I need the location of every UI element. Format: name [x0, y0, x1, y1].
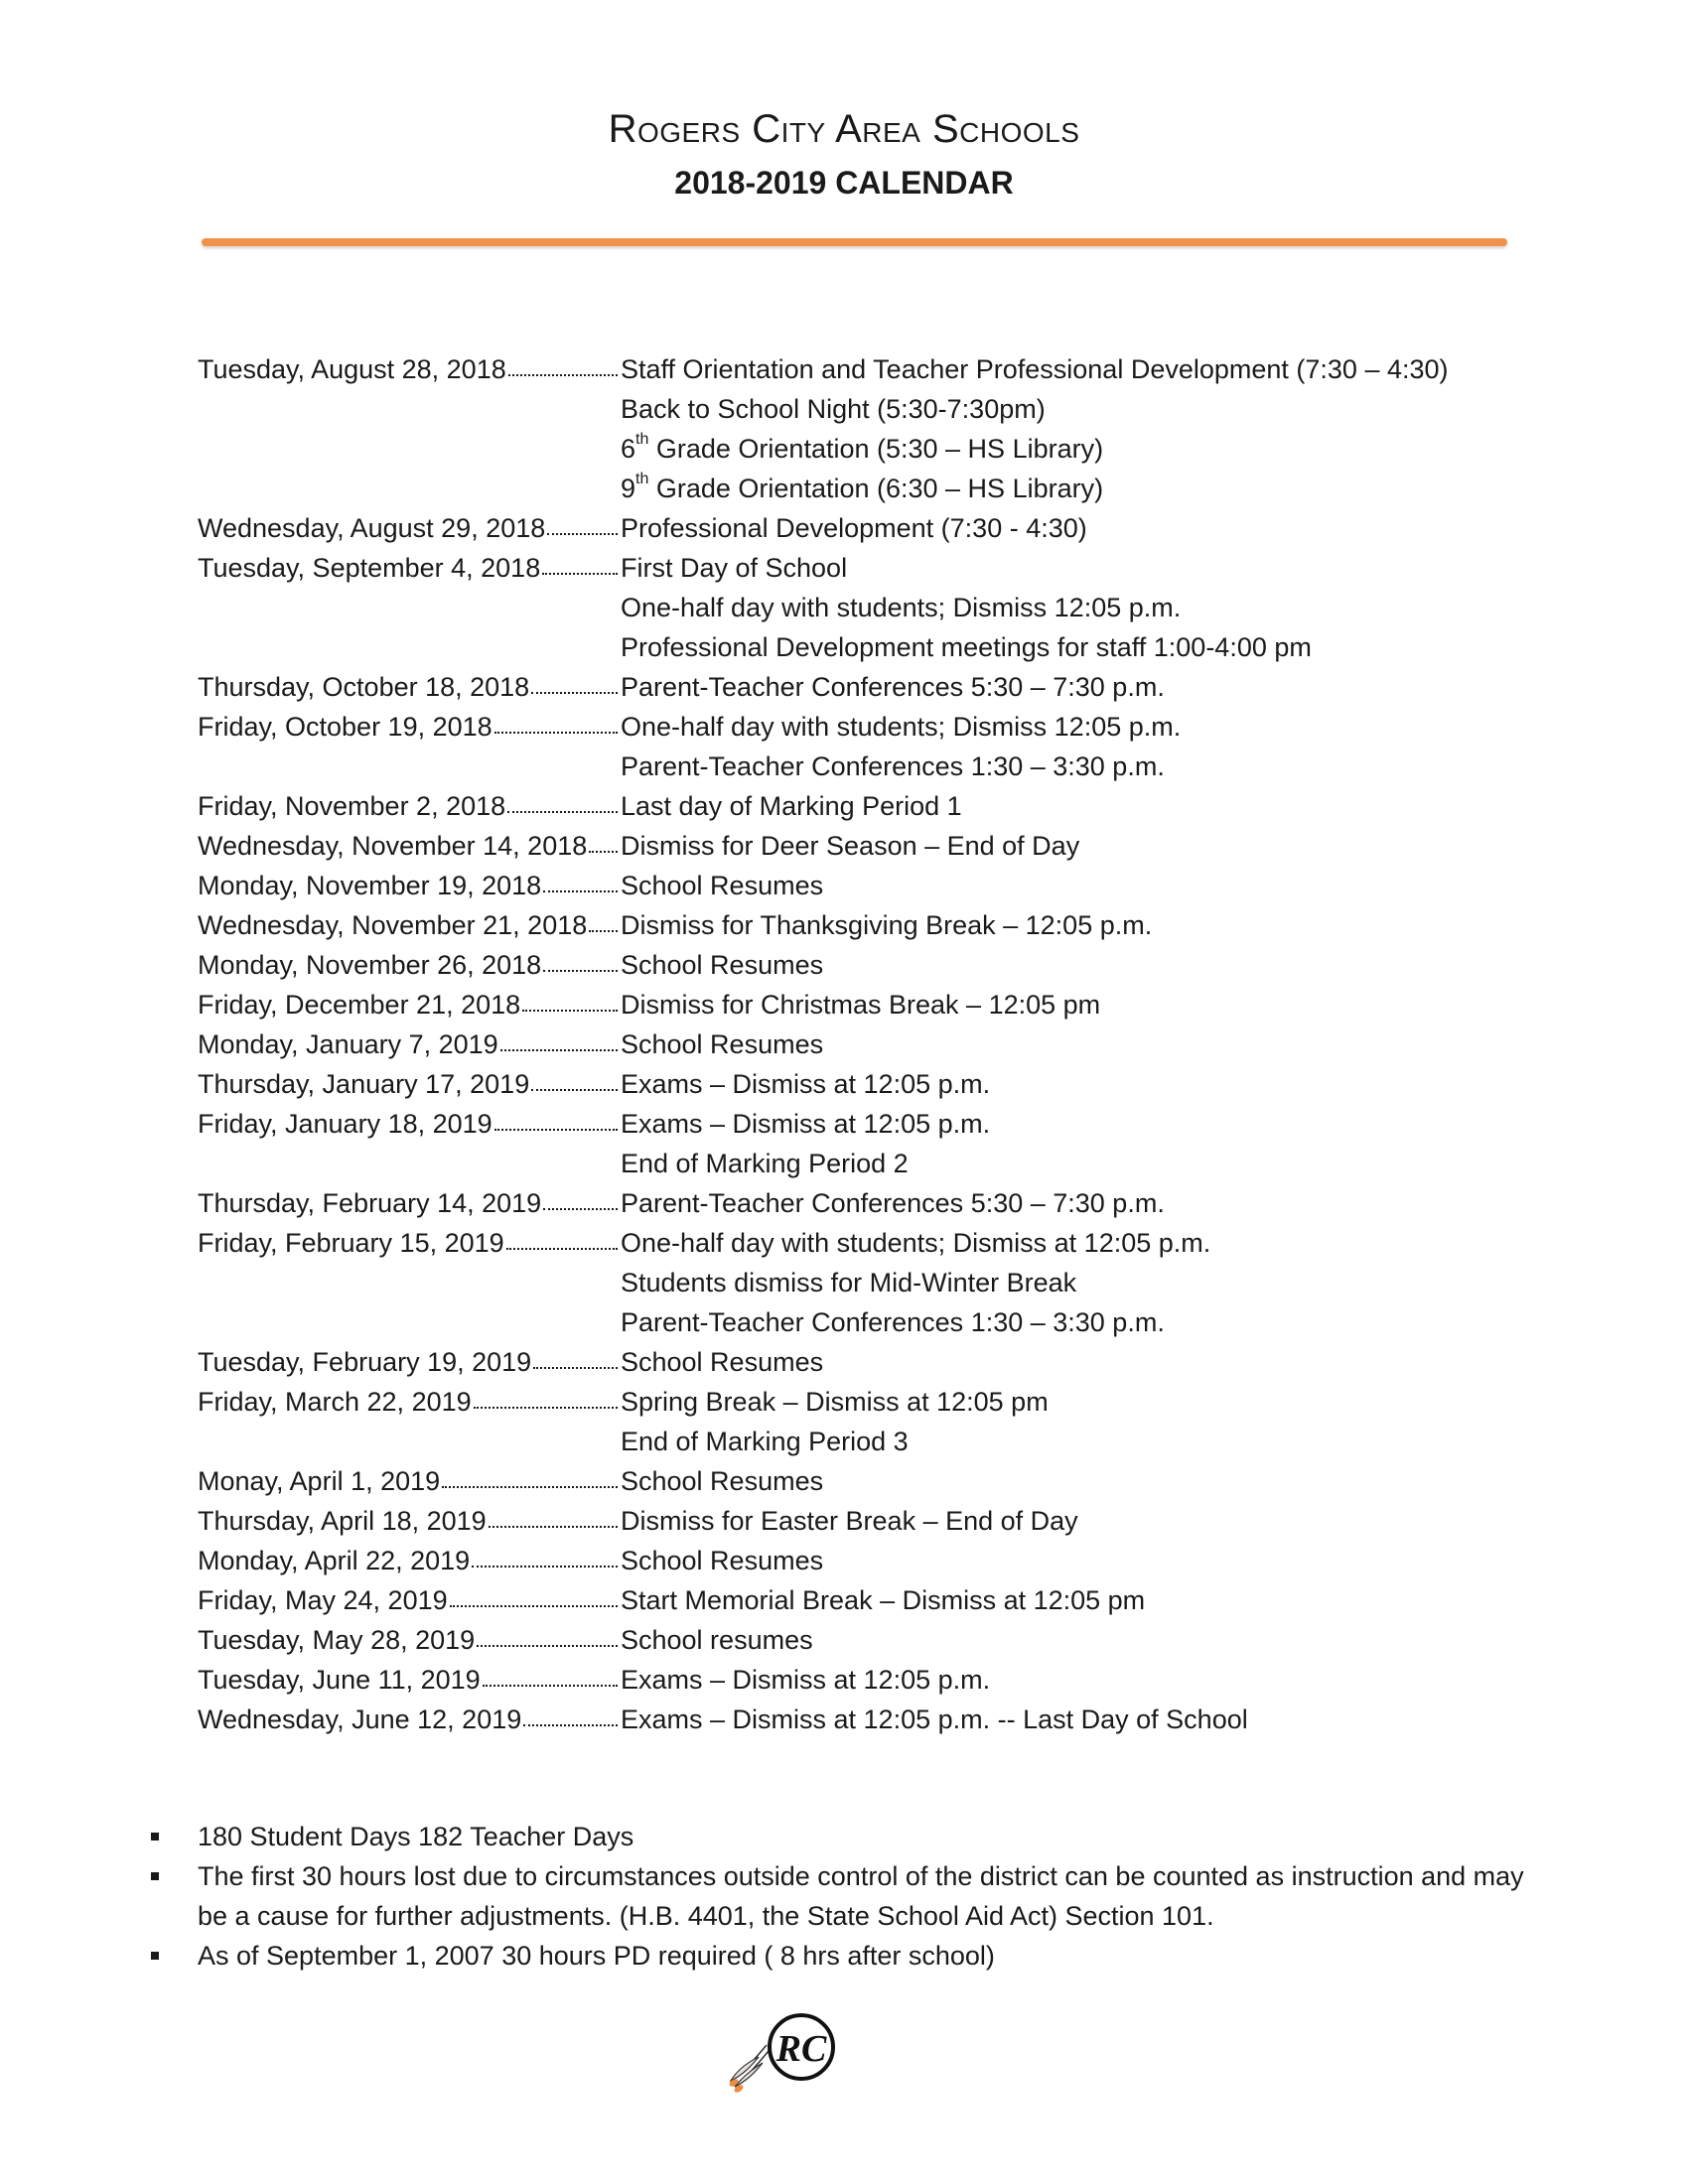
event-description: School Resumes — [621, 1347, 824, 1377]
event-date: Friday, January 18, 2019 — [198, 1109, 492, 1139]
note-text: 180 Student Days 182 Teacher Days — [198, 1822, 634, 1851]
dotted-leader — [506, 1226, 618, 1250]
event-date-cell — [198, 905, 620, 945]
calendar-row — [198, 1144, 1528, 1183]
event-date-cell — [198, 1342, 620, 1382]
event-description: School Resumes — [621, 1466, 824, 1496]
dotted-leader — [531, 1067, 618, 1091]
event-date-cell — [198, 945, 620, 985]
calendar-row — [198, 1461, 1528, 1501]
calendar-row — [198, 1501, 1528, 1541]
calendar-row — [198, 985, 1528, 1024]
event-date: Wednesday, June 12, 2019 — [198, 1705, 522, 1734]
event-description: 9th Grade Orientation (6:30 – HS Library) — [621, 471, 1104, 503]
square-bullet-icon — [151, 1872, 159, 1880]
calendar-row — [198, 1342, 1528, 1382]
dotted-leader — [477, 1623, 618, 1647]
event-date-cell — [198, 508, 620, 548]
event-description: Start Memorial Break – Dismiss at 12:05 pm — [621, 1585, 1146, 1615]
event-date: Friday, October 19, 2018 — [198, 712, 492, 742]
event-date-cell — [198, 1501, 620, 1541]
note-item — [149, 1936, 1539, 1976]
dotted-leader — [533, 1345, 618, 1369]
event-date: Thursday, October 18, 2018 — [198, 672, 530, 702]
event-date-cell — [198, 1183, 620, 1223]
dotted-leader — [450, 1583, 618, 1607]
event-date: Friday, May 24, 2019 — [198, 1585, 448, 1615]
calendar-row — [198, 786, 1528, 826]
calendar-row — [198, 1700, 1528, 1739]
event-date-cell — [198, 1541, 620, 1580]
feather-rc-logo-icon — [717, 2007, 846, 2097]
calendar-row — [198, 667, 1528, 707]
event-description: End of Marking Period 3 — [621, 1427, 909, 1456]
calendar-row — [198, 866, 1528, 905]
calendar-row — [198, 1024, 1528, 1064]
dotted-leader — [494, 1107, 618, 1131]
event-description: One-half day with students; Dismiss 12:05 p.m. — [621, 593, 1182, 622]
dotted-leader — [542, 551, 618, 575]
event-date: Friday, November 2, 2018 — [198, 791, 506, 821]
logo-graphic — [717, 2007, 846, 2097]
event-description: Back to School Night (5:30-7:30pm) — [621, 394, 1046, 424]
calendar-row — [198, 1183, 1528, 1223]
event-date-cell — [198, 826, 620, 866]
event-description: Parent-Teacher Conferences 5:30 – 7:30 p.m. — [621, 1188, 1165, 1218]
calendar-row — [198, 389, 1528, 429]
page-title-text: Rogers City Area Schools — [608, 107, 1080, 151]
event-date: Friday, December 21, 2018 — [198, 990, 521, 1020]
event-description: School Resumes — [621, 1029, 824, 1059]
notes-list — [149, 1817, 1539, 1976]
event-date-cell — [198, 1064, 620, 1104]
page-title — [0, 107, 1688, 152]
dotted-leader — [589, 829, 618, 853]
event-date-cell — [198, 1382, 620, 1422]
event-date-cell — [198, 1024, 620, 1064]
event-date: Tuesday, May 28, 2019 — [198, 1625, 476, 1655]
dotted-leader — [531, 670, 618, 694]
calendar-row — [198, 548, 1528, 588]
event-description: Students dismiss for Mid-Winter Break — [621, 1268, 1077, 1297]
calendar-row — [198, 1541, 1528, 1580]
event-date: Monday, November 26, 2018 — [198, 950, 542, 980]
calendar-row — [198, 707, 1528, 747]
event-description: Exams – Dismiss at 12:05 p.m. -- Last Day of School — [621, 1705, 1248, 1734]
event-date-cell — [198, 1700, 620, 1739]
event-description: Parent-Teacher Conferences 5:30 – 7:30 p.m. — [621, 672, 1165, 702]
event-description: Last day of Marking Period 1 — [621, 791, 962, 821]
event-date: Wednesday, August 29, 2018 — [198, 513, 546, 543]
event-description: School Resumes — [621, 871, 824, 900]
event-date: Thursday, April 18, 2019 — [198, 1506, 487, 1536]
event-date-cell — [198, 707, 620, 747]
event-date: Wednesday, November 14, 2018 — [198, 831, 588, 861]
event-date-cell — [198, 1660, 620, 1700]
calendar-row — [198, 588, 1528, 627]
event-description: One-half day with students; Dismiss 12:05 p.m. — [621, 712, 1182, 742]
dotted-leader — [523, 1703, 618, 1726]
event-description: Dismiss for Deer Season – End of Day — [621, 831, 1080, 861]
event-date: Tuesday, September 4, 2018 — [198, 553, 541, 583]
dotted-leader — [442, 1464, 618, 1488]
event-date: Tuesday, June 11, 2019 — [198, 1665, 481, 1695]
event-date-cell — [198, 786, 620, 826]
dotted-leader — [474, 1385, 618, 1409]
calendar-row — [198, 1382, 1528, 1422]
calendar-row — [198, 349, 1528, 389]
event-date-cell — [198, 349, 620, 389]
event-description: End of Marking Period 2 — [621, 1149, 909, 1178]
event-date: Friday, February 15, 2019 — [198, 1228, 504, 1258]
dotted-leader — [522, 988, 618, 1012]
dotted-leader — [494, 710, 618, 734]
page-subtitle: 2018-2019 CALENDAR — [674, 165, 1014, 201]
event-description: One-half day with students; Dismiss at 12:05 p.m. — [621, 1228, 1211, 1258]
event-description: Spring Break – Dismiss at 12:05 pm — [621, 1387, 1049, 1417]
event-description: Parent-Teacher Conferences 1:30 – 3:30 p.m. — [621, 1307, 1165, 1337]
calendar-row — [198, 1104, 1528, 1144]
event-description: Professional Development meetings for staff 1:00-4:00 pm — [621, 632, 1312, 662]
calendar-row — [198, 1660, 1528, 1700]
calendar-row — [198, 508, 1528, 548]
event-date-cell — [198, 1580, 620, 1620]
calendar-row — [198, 945, 1528, 985]
calendar-row — [198, 1422, 1528, 1461]
note-text: As of September 1, 2007 30 hours PD required ( 8 hrs after school) — [198, 1941, 995, 1971]
dotted-leader — [483, 1663, 618, 1687]
event-description: Exams – Dismiss at 12:05 p.m. — [621, 1069, 991, 1099]
event-description: School resumes — [621, 1625, 813, 1655]
dotted-leader — [543, 1186, 618, 1210]
event-date: Thursday, February 14, 2019 — [198, 1188, 542, 1218]
event-description: Dismiss for Christmas Break – 12:05 pm — [621, 990, 1101, 1020]
logo-text: RC — [775, 2028, 827, 2070]
event-description: Exams – Dismiss at 12:05 p.m. — [621, 1109, 991, 1139]
dotted-leader — [543, 869, 618, 892]
square-bullet-icon — [151, 1952, 159, 1960]
event-date-cell — [198, 548, 620, 588]
square-bullet-icon — [151, 1833, 159, 1841]
event-date-cell — [198, 985, 620, 1024]
note-text: The first 30 hours lost due to circumstances outside control of the district can be counted as instruction and may be a cause for further adjustments. (H.B. 4401, the State School Aid Act) Section 101. — [198, 1861, 1524, 1931]
calendar-row — [198, 1620, 1528, 1660]
events-list — [198, 349, 1528, 1739]
event-description: Parent-Teacher Conferences 1:30 – 3:30 p.m. — [621, 751, 1165, 781]
event-date-cell — [198, 667, 620, 707]
event-date: Monday, November 19, 2018 — [198, 871, 542, 900]
calendar-row — [198, 826, 1528, 866]
event-date: Thursday, January 17, 2019 — [198, 1069, 530, 1099]
calendar-row — [198, 1064, 1528, 1104]
event-description: 6th Grade Orientation (5:30 – HS Library) — [621, 431, 1104, 464]
dotted-leader — [547, 511, 618, 535]
note-item — [149, 1817, 1539, 1856]
calendar-row — [198, 905, 1528, 945]
dotted-leader — [507, 789, 618, 813]
event-description: Dismiss for Easter Break – End of Day — [621, 1506, 1078, 1536]
calendar-row — [198, 1580, 1528, 1620]
event-date-cell — [198, 1223, 620, 1263]
dotted-leader — [543, 948, 618, 972]
event-date: Monday, January 7, 2019 — [198, 1029, 498, 1059]
event-description: Exams – Dismiss at 12:05 p.m. — [621, 1665, 991, 1695]
calendar-row — [198, 627, 1528, 667]
dotted-leader — [472, 1544, 618, 1568]
event-date: Monay, April 1, 2019 — [198, 1466, 441, 1496]
event-date: Wednesday, November 21, 2018 — [198, 910, 588, 940]
event-description: Staff Orientation and Teacher Professional Development (7:30 – 4:30) — [621, 354, 1449, 384]
dotted-leader — [508, 352, 618, 376]
event-date: Tuesday, February 19, 2019 — [198, 1347, 532, 1377]
calendar-row — [198, 747, 1528, 786]
dotted-leader — [589, 908, 618, 932]
event-description: School Resumes — [621, 1546, 824, 1575]
event-date-cell — [198, 1104, 620, 1144]
event-date-cell — [198, 866, 620, 905]
event-description: School Resumes — [621, 950, 824, 980]
event-date: Friday, March 22, 2019 — [198, 1387, 472, 1417]
calendar-row — [198, 1263, 1528, 1302]
dotted-leader — [489, 1504, 618, 1528]
header-divider — [202, 238, 1507, 246]
event-date: Monday, April 22, 2019 — [198, 1546, 471, 1575]
event-date-cell — [198, 1620, 620, 1660]
calendar-row — [198, 1302, 1528, 1342]
dotted-leader — [500, 1027, 618, 1051]
calendar-row — [198, 469, 1528, 508]
event-date-cell — [198, 1461, 620, 1501]
calendar-row — [198, 429, 1528, 469]
note-item — [149, 1856, 1539, 1936]
event-description: Professional Development (7:30 - 4:30) — [621, 513, 1087, 543]
event-date: Tuesday, August 28, 2018 — [198, 354, 506, 384]
event-description: Dismiss for Thanksgiving Break – 12:05 p.m. — [621, 910, 1153, 940]
calendar-row — [198, 1223, 1528, 1263]
event-description: First Day of School — [621, 553, 848, 583]
